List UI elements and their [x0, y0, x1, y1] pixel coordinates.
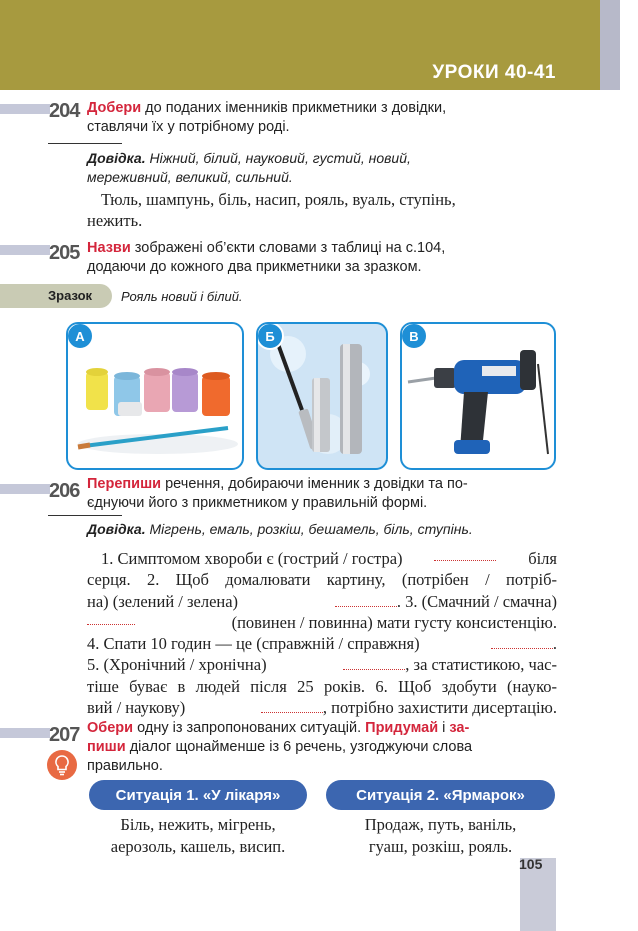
keyword-zapyshy: за-: [449, 720, 470, 736]
exercise-205-task: [87, 239, 527, 277]
divider: [48, 143, 122, 144]
answer-blank: [335, 594, 397, 607]
exercise-number-205: 205: [49, 242, 80, 264]
exercise-tab-204: [0, 104, 50, 114]
task-text: і: [438, 720, 450, 736]
word-list: Біль, нежить, мігрень,: [120, 815, 276, 834]
divider: [48, 515, 122, 516]
exercise-207-task: [87, 719, 527, 776]
sentence-text: серця. 2. Щоб домалювати картину, (потрібен / потріб-: [87, 570, 557, 590]
answer-blank: [491, 636, 553, 649]
task-text: одну із запропонованих ситуацій.: [133, 720, 366, 736]
exercise-tab-206: [0, 484, 50, 494]
photo-paint-jars: [66, 322, 244, 470]
photo-badge-a: А: [66, 322, 94, 350]
situation-1-button[interactable]: Ситуація 1. «У лікаря»: [89, 780, 307, 810]
keyword-zapyshy: пиши: [87, 739, 126, 755]
sample-label: Зразок: [48, 288, 93, 303]
keyword-obery: Обери: [87, 720, 134, 736]
word-list: гуаш, розкіш, рояль.: [368, 837, 513, 856]
page-title: УРОКИ 40-41: [432, 62, 556, 83]
page-number: 105: [519, 856, 543, 872]
sentence-text: 4. Спати 10 годин — це (справжній / справжня): [87, 634, 420, 654]
task-text: діалог щонайменше із 6 речень, узгоджуючи слова: [125, 739, 473, 755]
sentence-text: вий / наукову): [87, 698, 186, 718]
word-list: Тюль, шампунь, біль, насип, рояль, вуаль, ступінь,: [101, 190, 456, 209]
keyword-prydumai: Придумай: [365, 720, 439, 736]
task-text: правильно.: [87, 758, 163, 774]
word-list: аерозоль, кашель, висип.: [110, 837, 286, 856]
answer-blank: [434, 548, 496, 561]
answer-blank: [87, 612, 135, 625]
sentence-line: [87, 654, 557, 675]
sentence-text: біля: [528, 549, 557, 568]
sentence-text: 1. Симптомом хвороби є (гострий / гостра): [101, 549, 403, 568]
reference-206: [87, 520, 547, 539]
exercise-204-task: [87, 99, 527, 137]
sample-text: Рояль новий і білий.: [121, 289, 243, 304]
exercise-206-task: [87, 475, 527, 513]
situation-2-button[interactable]: Ситуація 2. «Ярмарок»: [326, 780, 555, 810]
task-text: до поданих іменників прикметники з довідки,: [141, 100, 447, 116]
sentence-text: .: [552, 634, 557, 654]
sentence-line: [87, 548, 557, 569]
sentence-text: , потрібно захистити дисертацію.: [322, 698, 557, 718]
task-text: додаючи до кожного два прикметники за зразком.: [87, 259, 422, 275]
sentence-text: тіше буває в людей після 25 років. 6. Щоб здобути (науко-: [87, 676, 557, 696]
exercise-206-sentences: [87, 548, 557, 718]
sentence-line: [87, 697, 557, 718]
sentence-text: (повинен / повинна) мати густу консистенцію.: [231, 612, 557, 632]
answer-blank: [261, 700, 323, 713]
sentence-text: на) (зелений / зелена): [87, 591, 239, 611]
drill-icon: [402, 324, 554, 468]
word-list: Продаж, путь, ваніль,: [364, 815, 517, 834]
exercise-number-204: 204: [49, 100, 80, 122]
lightbulb-icon: [46, 749, 78, 781]
header-stripe: [600, 0, 620, 90]
reference-204: [87, 149, 527, 187]
exercise-tab-207: [0, 728, 50, 738]
photo-drill: [400, 322, 556, 470]
task-text: зображені об’єкти словами з таблиці на с.104,: [130, 240, 446, 256]
sentence-line: [87, 591, 557, 612]
sentence-text: 5. (Хронічний / хронічна): [87, 655, 267, 675]
sentence-text: . 3. (Смачний / смачна): [396, 591, 557, 611]
keyword-dobery: Добери: [87, 100, 142, 116]
keyword-perepyshy: Перепиши: [87, 476, 162, 492]
sentence-line: [87, 612, 557, 633]
answer-blank: [343, 657, 405, 670]
task-text: єднуючи його з прикметником у правильній формі.: [87, 495, 428, 511]
reference-text: Мігрень, емаль, розкіш, бешамель, біль, ступінь.: [145, 521, 473, 537]
exercise-tab-205: [0, 245, 50, 255]
sentence-line: [87, 633, 557, 654]
exercise-204-words: [87, 189, 527, 232]
reference-label: Довідка.: [87, 521, 146, 537]
exercise-number-206: 206: [49, 480, 80, 502]
sentence-line: [87, 569, 557, 590]
photo-badge-b: Б: [256, 322, 284, 350]
word-list: нежить.: [87, 211, 143, 231]
situation-2-words: [326, 814, 555, 858]
sentence-line: [87, 676, 557, 697]
task-text: речення, добираючи іменник з довідки та по-: [161, 476, 468, 492]
reference-label: Довідка.: [87, 150, 146, 166]
reference-text: Ніжний, білий, науковий, густий, новий,: [145, 150, 411, 166]
situation-1-words: [89, 814, 307, 858]
exercise-number-207: 207: [49, 724, 80, 746]
task-text: ставлячи їх у потрібному роді.: [87, 119, 290, 135]
keyword-nazvy: Назви: [87, 240, 131, 256]
photo-mascara: [256, 322, 388, 470]
photo-badge-v: В: [400, 322, 428, 350]
sentence-text: , за статистикою, час-: [405, 655, 557, 675]
reference-text: мереживний, великий, сильний.: [87, 169, 293, 185]
paint-jars-icon: [68, 324, 242, 468]
